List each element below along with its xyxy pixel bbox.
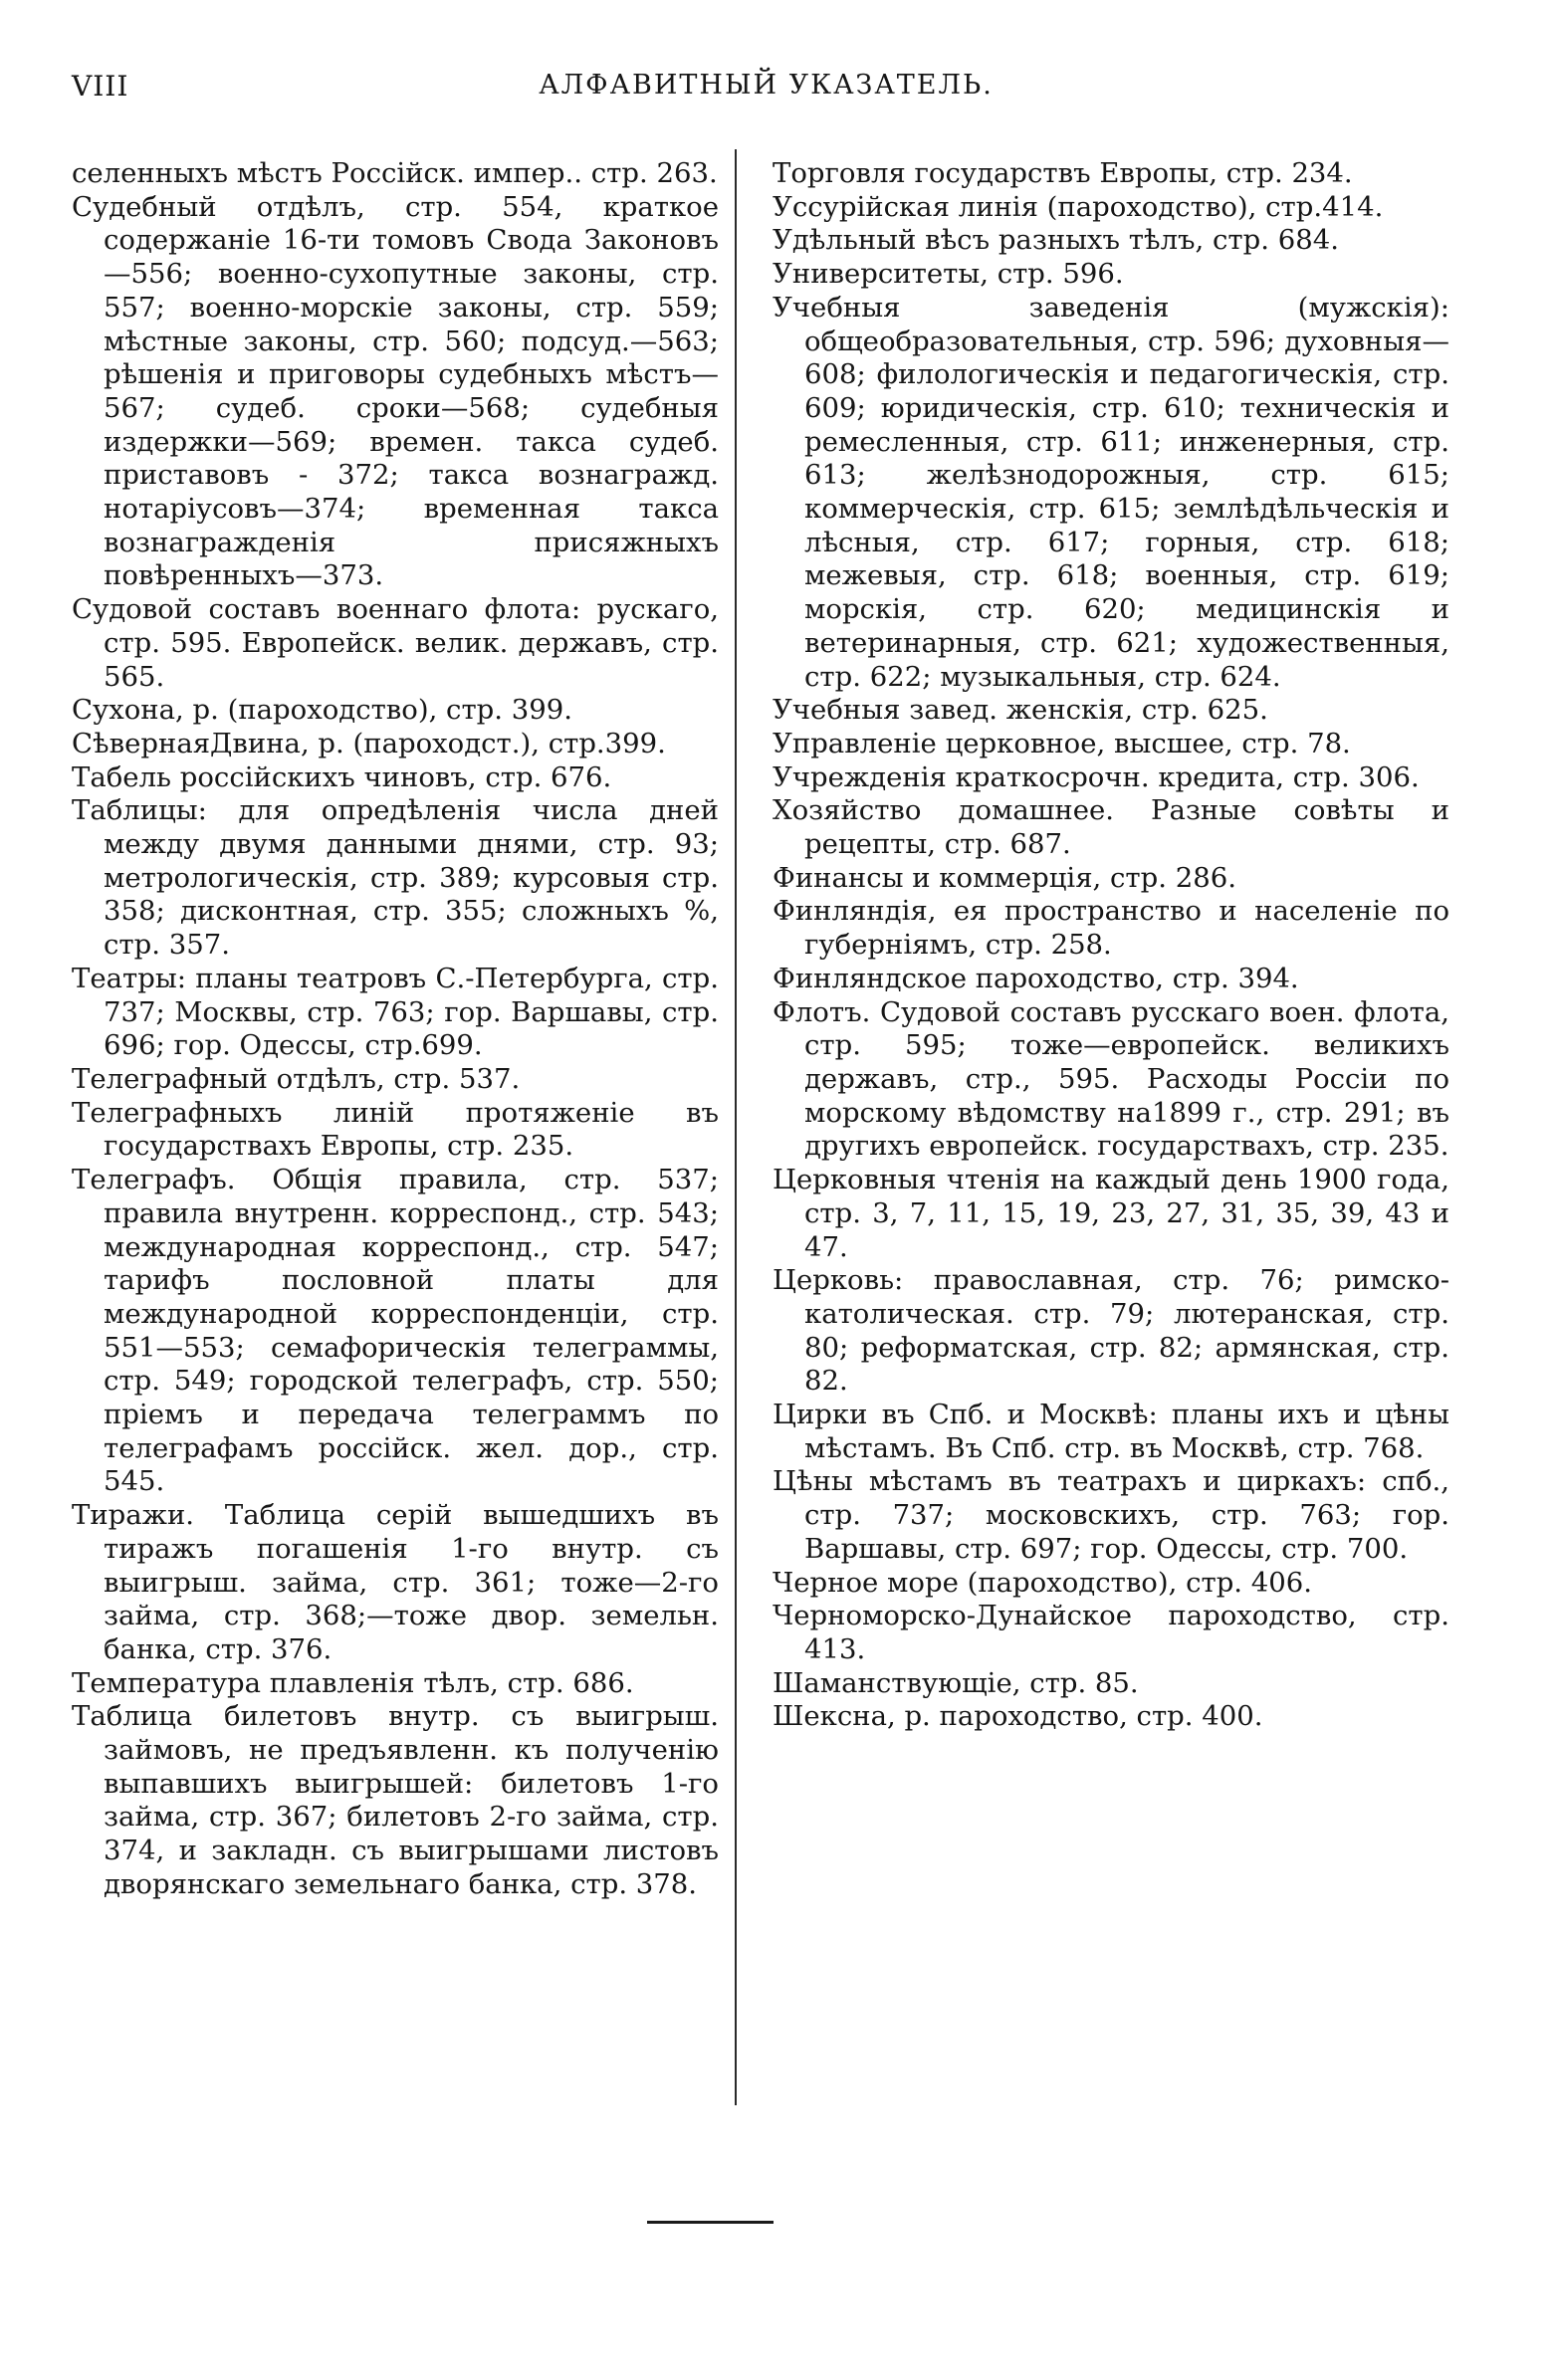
right-column xyxy=(773,157,1449,1734)
index-entry: Судебный отдѣлъ, стр. 554, краткое содержаніе 16-ти томовъ Свода Законовъ—556; военно-сухопутные законы, стр. 557; военно-морскіе законы, стр. 559; мѣстные законы, стр. 560; подсуд.—563; рѣшенія и приговоры судебныхъ мѣстъ—567; судеб. сроки—568; судебныя издержки—569; времен. такса судеб. приставовъ - 372; такса вознагражд. нотаріусовъ—374; временная такса вознагражденія присяжныхъ повѣренныхъ—373. xyxy=(72,190,719,592)
index-entry: Табель россійскихъ чиновъ, стр. 676. xyxy=(72,760,612,793)
index-entry: Сухона, р. (пароходство), стр. 399. xyxy=(72,694,572,727)
index-entry: Учебныя заведенія (мужскія): общеобразовательныя, стр. 596; духовныя—608; филологическія и педагогическія, стр. 609; юридическія, стр. 610; техническія и ремесленныя, стр. 611; инженерныя, стр. 613; желѣзнодорожныя, стр. 615; коммерческія, стр. 615; землѣдѣльческія и лѣсныя, стр. 617; горныя, стр. 618; межевыя, стр. 618; военныя, стр. 619; морскія, стр. 620; медицинскія и ветеринарныя, стр. 621; художественныя, стр. 622; музыкальныя, стр. 624. xyxy=(773,291,1449,693)
left-column xyxy=(72,157,719,1902)
running-title: АЛФАВИТНЫЙ УКАЗАТЕЛЬ. xyxy=(539,70,994,101)
index-entry: Церковныя чтенія на каждый день 1900 года, стр. 3, 7, 11, 15, 19, 23, 27, 31, 35, 39, 43 и 47. xyxy=(773,1164,1449,1263)
index-entry: Финляндія, ея пространство и населеніе по губерніямъ, стр. 258. xyxy=(773,895,1449,962)
index-entry: Черноморско-Дунайское пароходство, стр. 413. xyxy=(773,1600,1449,1665)
index-entry: Театры: планы театровъ С.-Петербурга, стр. 737; Москвы, стр. 763; гор. Варшавы, стр. 696; гор. Одессы, стр.699. xyxy=(72,962,719,1062)
index-entry: селенныхъ мѣстъ Россійск. импер.. стр. 263. xyxy=(72,157,718,189)
index-entry: Тиражи. Таблица серій вышедшихъ въ тиражъ погашенія 1-го внутр. съ выигрыш. займа, стр. 361; тоже—2-го займа, стр. 368;—тоже двор. земельн. банка, стр. 376. xyxy=(72,1499,719,1665)
index-entry: Шаманствующіе, стр. 85. xyxy=(773,1666,1139,1699)
column-divider xyxy=(735,149,737,2105)
index-entry: Управленіе церковное, высшее, стр. 78. xyxy=(773,727,1351,759)
index-entry: Шексна, р. пароходство, стр. 400. xyxy=(773,1700,1263,1733)
index-entry: Флотъ. Судовой составъ русскаго воен. флота, стр. 595; тоже—европейск. великихъ державъ, стр., 595. Расходы Россіи по морскому вѣдомству на1899 г., стр. 291; въ другихъ европейск. государствахъ, стр. 235. xyxy=(773,995,1449,1163)
index-entry: Телеграфный отдѣлъ, стр. 537. xyxy=(72,1062,521,1095)
index-entry: Цирки въ Спб. и Москвѣ: планы ихъ и цѣны мѣстамъ. Въ Спб. стр. въ Москвѣ, стр. 768. xyxy=(773,1399,1449,1464)
index-entry: Судовой составъ военнаго флота: рускаго, стр. 595. Европейск. велик. державъ, стр. 565. xyxy=(72,593,719,693)
index-entry: Телеграфныхъ линій протяженіе въ государствахъ Европы, стр. 235. xyxy=(72,1096,719,1163)
index-entry: Финансы и коммерція, стр. 286. xyxy=(773,861,1236,894)
index-entry: Телеграфъ. Общія правила, стр. 537; правила внутренн. корреспонд., стр. 543; международная корреспонд., стр. 547; тарифъ пословной платы для международной корреспонденціи, стр. 551—553; семафорическія телеграммы, стр. 549; городской телеграфъ, стр. 550; пріемъ и передача телеграммъ по телеграфамъ россійск. жел. дор., стр. 545. xyxy=(72,1164,719,1498)
index-entry: Учрежденія краткосрочн. кредита, стр. 306. xyxy=(773,760,1420,793)
index-entry: Хозяйство домашнее. Разные совѣты и рецепты, стр. 687. xyxy=(773,794,1449,861)
page-number: VIII xyxy=(72,70,129,103)
index-entry: Торговля государствъ Европы, стр. 234. xyxy=(773,157,1353,189)
index-entry: Таблицы: для опредѣленія числа дней между двумя данными днями, стр. 93; метрологическія, стр. 389; курсовыя стр. 358; дисконтная, стр. 355; сложныхъ %, стр. 357. xyxy=(72,794,719,962)
index-entry: Учебныя завед. женскія, стр. 625. xyxy=(773,694,1268,727)
index-entry: Таблица билетовъ внутр. съ выигрыш. займовъ, не предъявленн. къ полученію выпавшихъ выигрышей: билетовъ 1-го займа, стр. 367; билетовъ 2-го займа, стр. 374, и закладн. съ выигрышами листовъ дворянскаго земельнаго банка, стр. 378. xyxy=(72,1700,719,1900)
index-entry: СѣвернаяДвина, р. (пароходст.), стр.399. xyxy=(72,727,666,759)
index-entry: Финляндское пароходство, стр. 394. xyxy=(773,962,1299,994)
index-entry: Цѣны мѣстамъ въ театрахъ и циркахъ: спб., стр. 737; московскихъ, стр. 763; гор. Варшавы, стр. 697; гор. Одессы, стр. 700. xyxy=(773,1465,1449,1565)
end-rule xyxy=(647,2221,774,2224)
index-entry: Университеты, стр. 596. xyxy=(773,258,1124,291)
index-entry: Церковь: православная, стр. 76; римско-католическая. стр. 79; лютеранская, стр. 80; реформатская, стр. 82; армянская, стр. 82. xyxy=(773,1264,1449,1398)
index-entry: Удѣльный вѣсъ разныхъ тѣлъ, стр. 684. xyxy=(773,224,1339,257)
index-entry: Температура плавленія тѣлъ, стр. 686. xyxy=(72,1666,634,1699)
index-entry: Черное море (пароходство), стр. 406. xyxy=(773,1566,1313,1599)
index-entry: Уссурійская линія (пароходство), стр.414. xyxy=(773,190,1384,223)
page-header xyxy=(72,70,1460,119)
